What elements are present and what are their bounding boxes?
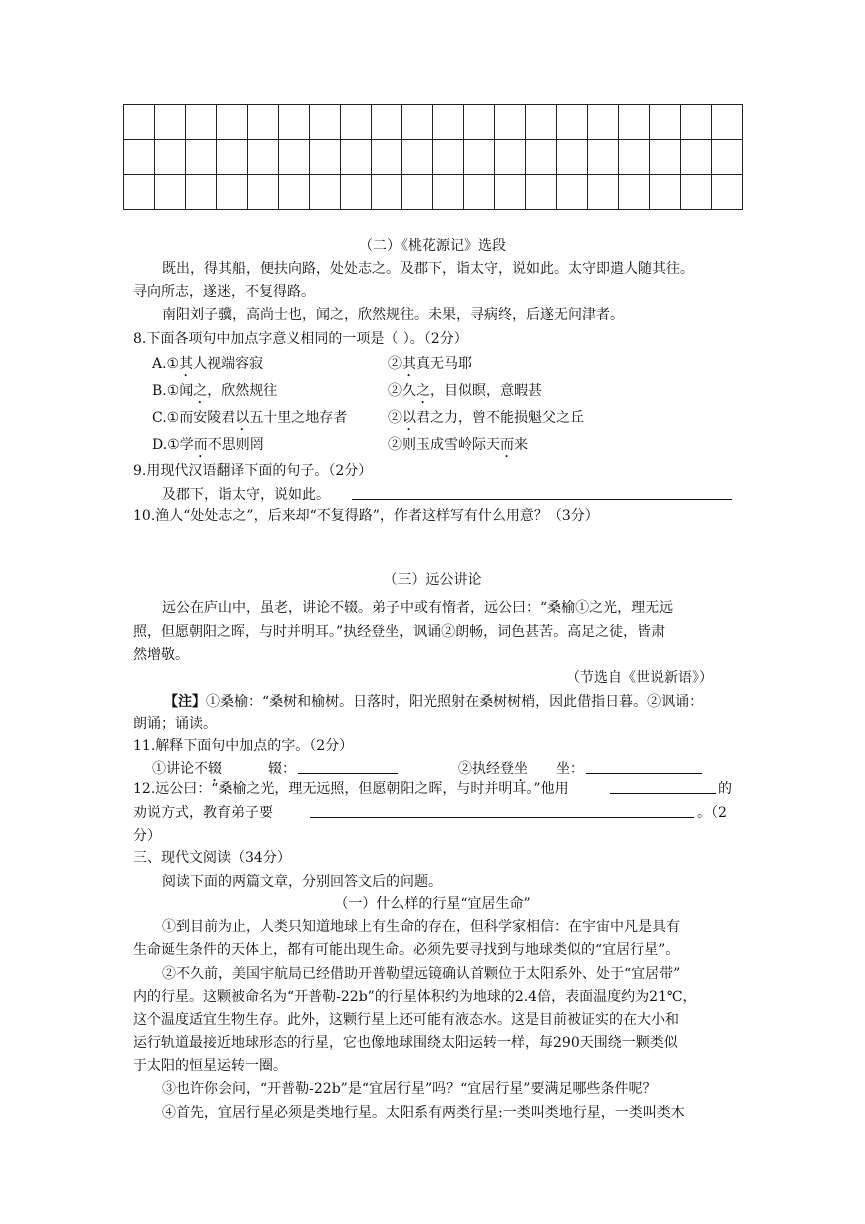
dotted-char: 而 (193, 437, 208, 453)
grid-cell[interactable] (680, 105, 711, 140)
grid-cell[interactable] (526, 105, 557, 140)
annotation-line: 【注】①桑榆：“桑树和榆树。日落时，阳光照射在桑树树梢，因此借指日暮。②讽诵： (164, 694, 704, 710)
grid-cell[interactable] (154, 140, 185, 175)
section-title-taohuayuan: （二）《桃花源记》选段 (359, 238, 506, 254)
grid-cell[interactable] (278, 175, 309, 210)
grid-cell[interactable] (557, 175, 588, 210)
option-d-2: ②则玉成雪岭际天而来 (388, 437, 528, 453)
grid-cell[interactable] (649, 105, 680, 140)
paragraph-line: 然增敬。 (133, 647, 189, 663)
grid-cell[interactable] (619, 105, 650, 140)
grid-cell[interactable] (185, 105, 216, 140)
grid-cell[interactable] (526, 140, 557, 175)
dotted-char: 辍 (208, 761, 222, 777)
grid-cell[interactable] (619, 140, 650, 175)
grid-cell[interactable] (649, 175, 680, 210)
grid-cell[interactable] (247, 140, 278, 175)
grid-cell[interactable] (216, 175, 247, 210)
grid-cell[interactable] (278, 105, 309, 140)
option-b-1: B.①闻之，欣然规往 (152, 383, 278, 399)
annotation-line: 朗诵；诵读。 (133, 716, 217, 732)
question-12-line-1: 12.远公曰：“桑榆之光，理无远照，但愿朝阳之晖，与时并明耳。”他用 (133, 781, 569, 797)
option-a-2: ②其真无马耶 (388, 356, 472, 372)
grid-cell[interactable] (588, 140, 619, 175)
grid-cell[interactable] (247, 105, 278, 140)
grid-cell[interactable] (680, 175, 711, 210)
grid-cell[interactable] (495, 105, 526, 140)
grid-cell[interactable] (433, 140, 464, 175)
grid-cell[interactable] (216, 105, 247, 140)
grid-cell[interactable] (649, 140, 680, 175)
grid-cell[interactable] (154, 175, 185, 210)
grid-cell[interactable] (340, 175, 371, 210)
grid-cell[interactable] (402, 175, 433, 210)
question-12-line-1-end: 的 (718, 781, 732, 797)
paragraph-line: ②不久前，美国宇航局已经借助开普勒望远镜确认首颗位于太阳系外、处于“宜居带” (162, 966, 681, 982)
paragraph-line: 内的行星。这颗被命名为“开普勒-22b”的行星体积约为地球的2.4倍，表面温度约为21℃， (133, 989, 697, 1005)
grid-cell[interactable] (124, 140, 155, 175)
paragraph-line: 这个温度适宜生物生存。此外，这颗行星上还可能有液态水。这是目前被证实的在大小和 (133, 1012, 679, 1028)
question-11-item-2: ②执经登坐 (458, 761, 528, 777)
grid-cell[interactable] (216, 140, 247, 175)
grid-cell[interactable] (402, 105, 433, 140)
grid-cell[interactable] (124, 175, 155, 210)
question-12-line-2: 劝说方式，教育弟子要 (133, 805, 273, 821)
grid-cell[interactable] (154, 105, 185, 140)
dotted-char: 以 (402, 410, 416, 426)
grid-cell[interactable] (557, 105, 588, 140)
grid-cell[interactable] (557, 140, 588, 175)
paragraph-line: 运行轨道最接近地球形态的行星，它也像地球围绕太阳运转一样，每290天围绕一颗类似 (133, 1035, 678, 1051)
grid-cell[interactable] (371, 140, 402, 175)
paragraph-line: 既出，得其船，便扶向路，处处志之。及郡下，诣太守，说如此。太守即遣人随其往。 (162, 261, 694, 277)
question-11-item-1: ①讲论不辍 (152, 761, 222, 777)
grid-cell[interactable] (464, 140, 495, 175)
question-11-label-2: 坐： (556, 761, 584, 777)
answer-line[interactable] (310, 817, 694, 818)
dotted-char: 其 (179, 356, 194, 372)
grid-cell[interactable] (464, 105, 495, 140)
grid-cell[interactable] (309, 105, 340, 140)
grid-cell[interactable] (464, 175, 495, 210)
question-8-stem: 8.下面各项句中加点字意义相同的一项是（ ）。（2分） (133, 331, 468, 347)
paragraph-line: 于太阳的恒星运转一圈。 (133, 1058, 287, 1074)
paragraph-line: ③也许你会问，“开普勒-22b”是“宜居行星”吗？“宜居行星”要满足哪些条件呢？ (162, 1081, 657, 1097)
grid-row (124, 175, 743, 210)
grid-cell[interactable] (247, 175, 278, 210)
option-a-1: A.①其人视端容寂 (152, 356, 264, 372)
grid-cell[interactable] (711, 140, 742, 175)
dotted-char: 而 (500, 437, 514, 453)
dotted-char: 之 (416, 383, 430, 399)
paragraph-line: 南阳刘子骥，高尚士也，闻之，欣然规往。未果，寻病终，后遂无问津者。 (162, 307, 624, 323)
grid-cell[interactable] (278, 140, 309, 175)
grid-cell[interactable] (185, 140, 216, 175)
article-1-title: （一）什么样的行星“宜居生命” (334, 896, 531, 912)
answer-line[interactable] (586, 773, 702, 774)
grid-cell[interactable] (340, 140, 371, 175)
grid-cell[interactable] (619, 175, 650, 210)
answer-line[interactable] (610, 793, 716, 794)
grid-cell[interactable] (371, 175, 402, 210)
grid-cell[interactable] (309, 175, 340, 210)
grid-cell[interactable] (711, 105, 742, 140)
paragraph-line: 生命诞生条件的天体上，都有可能出现生命。必须先要寻找到与地球类似的“宜居行星”。 (133, 942, 680, 958)
source-note: （节选自《世说新语》） (566, 670, 713, 686)
option-c-1: C.①而安陵君以五十里之地存者 (152, 410, 348, 426)
grid-cell[interactable] (495, 175, 526, 210)
grid-cell[interactable] (402, 140, 433, 175)
grid-cell[interactable] (680, 140, 711, 175)
grid-cell[interactable] (526, 175, 557, 210)
paragraph-line: 远公在庐山中，虽老，讲论不辍。弟子中或有惰者，远公曰：“桑榆①之光，理无远 (162, 600, 674, 616)
question-12-line-2-end: 。（2 (697, 805, 727, 821)
grid-cell[interactable] (185, 175, 216, 210)
grid-cell[interactable] (588, 175, 619, 210)
dotted-char: 以 (235, 410, 250, 426)
grid-cell[interactable] (433, 175, 464, 210)
grid-cell[interactable] (124, 105, 155, 140)
grid-cell[interactable] (588, 105, 619, 140)
grid-cell[interactable] (309, 140, 340, 175)
question-9-stem: 9.用现代汉语翻译下面的句子。（2分） (133, 463, 373, 479)
question-11-label-1: 辍： (268, 761, 296, 777)
grid-cell[interactable] (495, 140, 526, 175)
answer-line[interactable] (352, 499, 732, 500)
part-3-intro: 阅读下面的两篇文章，分别回答文后的问题。 (162, 874, 442, 890)
dotted-char: 坐 (514, 761, 528, 777)
paragraph-line: 照，但愿朝阳之晖，与时并明耳。”执经登坐，讽诵②朗畅，词色甚苦。高足之徒，皆肃 (133, 624, 666, 640)
dotted-char: 其 (402, 356, 416, 372)
answer-grid[interactable] (123, 104, 743, 210)
part-3-heading: 三、现代文阅读（34分） (133, 850, 291, 866)
grid-cell[interactable] (433, 105, 464, 140)
paragraph-line: ④首先，宜居行星必须是类地行星。太阳系有两类行星:一类叫类地行星，一类叫类木 (162, 1105, 685, 1121)
answer-line[interactable] (298, 773, 398, 774)
option-b-2: ②久之，目似瞑，意暇甚 (388, 383, 542, 399)
grid-row (124, 140, 743, 175)
grid-row (124, 105, 743, 140)
grid-cell[interactable] (371, 105, 402, 140)
option-d-1: D.①学而不思则罔 (152, 437, 264, 453)
paragraph-line: ①到目前为止，人类只知道地球上有生命的存在，但科学家相信：在宇宙中凡是具有 (162, 919, 680, 935)
question-12-line-3: 分） (133, 828, 161, 844)
grid-cell[interactable] (711, 175, 742, 210)
question-9-sentence: 及郡下，诣太守，说如此。 (162, 487, 330, 503)
option-c-2: ②以君之力，曾不能损魁父之丘 (388, 410, 584, 426)
question-11-stem: 11.解释下面句中加点的字。（2分） (133, 738, 354, 754)
section-title-yuangong: （三）远公讲论 (383, 572, 482, 588)
paragraph-line: 寻向所志，遂迷，不复得路。 (133, 284, 315, 300)
dotted-char: 之 (193, 383, 208, 399)
grid-cell[interactable] (340, 105, 371, 140)
question-10-stem: 10.渔人“处处志之”，后来却“不复得路”，作者这样写有什么用意？（3分） (133, 508, 599, 524)
